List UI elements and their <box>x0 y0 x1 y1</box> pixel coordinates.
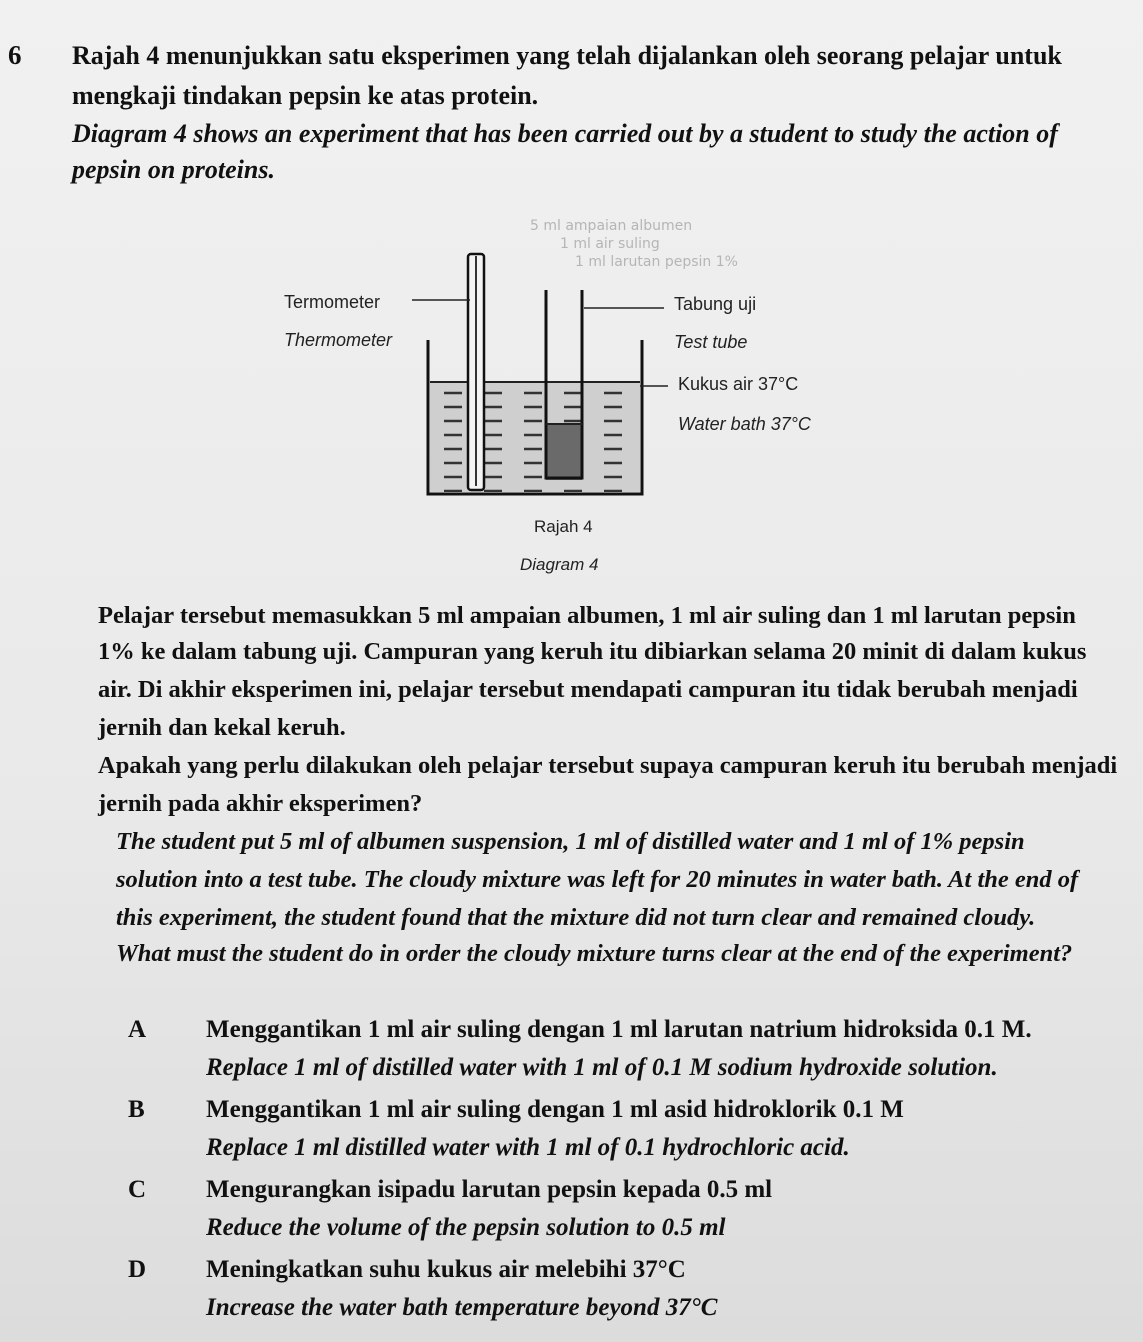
option-d-malay: Meningkatkan suhu kukus air melebihi 37°C <box>206 1256 686 1283</box>
option-d-english: Increase the water bath temperature beyond 37°C <box>206 1294 718 1321</box>
intro-malay-line-1: Rajah 4 menunjukkan satu eksperimen yang telah dijalankan oleh seorang pelajar untuk <box>72 41 1062 70</box>
passage-malay-line-4: jernih dan kekal keruh. <box>98 714 346 741</box>
passage-english-line-3: this experiment, the student found that the mixture did not turn clear and remained cloudy. <box>116 904 1036 931</box>
option-b-letter: B <box>128 1096 145 1123</box>
water-bath-label-english: Water bath 37°C <box>678 414 811 434</box>
water-bath-label-malay: Kukus air 37°C <box>678 374 799 394</box>
option-c-letter: C <box>128 1176 147 1203</box>
test-tube-label-english: Test tube <box>674 332 748 352</box>
question-malay-line-2: jernih pada akhir eksperimen? <box>98 790 423 817</box>
diagram-caption-english: Diagram 4 <box>520 555 599 574</box>
diagram-caption-malay: Rajah 4 <box>534 517 593 536</box>
option-c-english: Reduce the volume of the pepsin solution to 0.5 ml <box>206 1214 726 1241</box>
passage-malay-line-1: Pelajar tersebut memasukkan 5 ml ampaian albumen, 1 ml air suling dan 1 ml larutan pepsin <box>98 602 1076 629</box>
pencil-note-1: 5 ml ampaian albumen <box>530 218 693 234</box>
passage-english-line-2: solution into a test tube. The cloudy mixture was left for 20 minutes in water bath. At the end of <box>116 866 1079 893</box>
question-malay-line-1: Apakah yang perlu dilakukan oleh pelajar tersebut supaya campuran keruh itu berubah menjadi <box>98 752 1118 779</box>
intro-english-line-1: Diagram 4 shows an experiment that has been carried out by a student to study the action of <box>72 119 1058 148</box>
option-d-letter: D <box>128 1256 147 1283</box>
option-a-english: Replace 1 ml of distilled water with 1 ml of 0.1 M sodium hydroxide solution. <box>206 1054 998 1081</box>
option-b-english: Replace 1 ml distilled water with 1 ml of 0.1 hydrochloric acid. <box>206 1134 850 1161</box>
pencil-note-2: 1 ml air suling <box>560 236 660 252</box>
pencil-note-3: 1 ml larutan pepsin 1% <box>575 254 738 270</box>
option-b-malay: Menggantikan 1 ml air suling dengan 1 ml asid hidroklorik 0.1 M <box>206 1096 904 1123</box>
thermometer-label-english: Thermometer <box>284 330 393 350</box>
test-tube-label-malay: Tabung uji <box>674 294 757 314</box>
option-a-malay: Menggantikan 1 ml air suling dengan 1 ml larutan natrium hidroksida 0.1 M. <box>206 1016 1032 1043</box>
option-c-malay: Mengurangkan isipadu larutan pepsin kepada 0.5 ml <box>206 1176 773 1203</box>
option-a-letter: A <box>128 1016 147 1043</box>
passage-malay-line-3: air. Di akhir eksperimen ini, pelajar tersebut mendapati campuran itu tidak berubah menjadi <box>98 676 1078 703</box>
question-number: 6 <box>8 40 22 70</box>
water-bath-beaker <box>428 340 642 494</box>
passage-english-line-4: What must the student do in order the cloudy mixture turns clear at the end of the experiment? <box>116 940 1073 967</box>
intro-english-line-2: pepsin on proteins. <box>72 155 275 184</box>
thermometer-label-malay: Termometer <box>284 292 381 312</box>
passage-english-line-1: The student put 5 ml of albumen suspension, 1 ml of distilled water and 1 ml of 1% pepsin <box>116 828 1025 855</box>
intro-malay-line-2: mengkaji tindakan pepsin ke atas protein. <box>72 81 539 110</box>
passage-malay-line-2: 1% ke dalam tabung uji. Campuran yang keruh itu dibiarkan selama 20 minit di dalam kukus <box>98 638 1087 665</box>
experiment-diagram <box>0 190 1143 580</box>
thermometer <box>468 254 484 490</box>
